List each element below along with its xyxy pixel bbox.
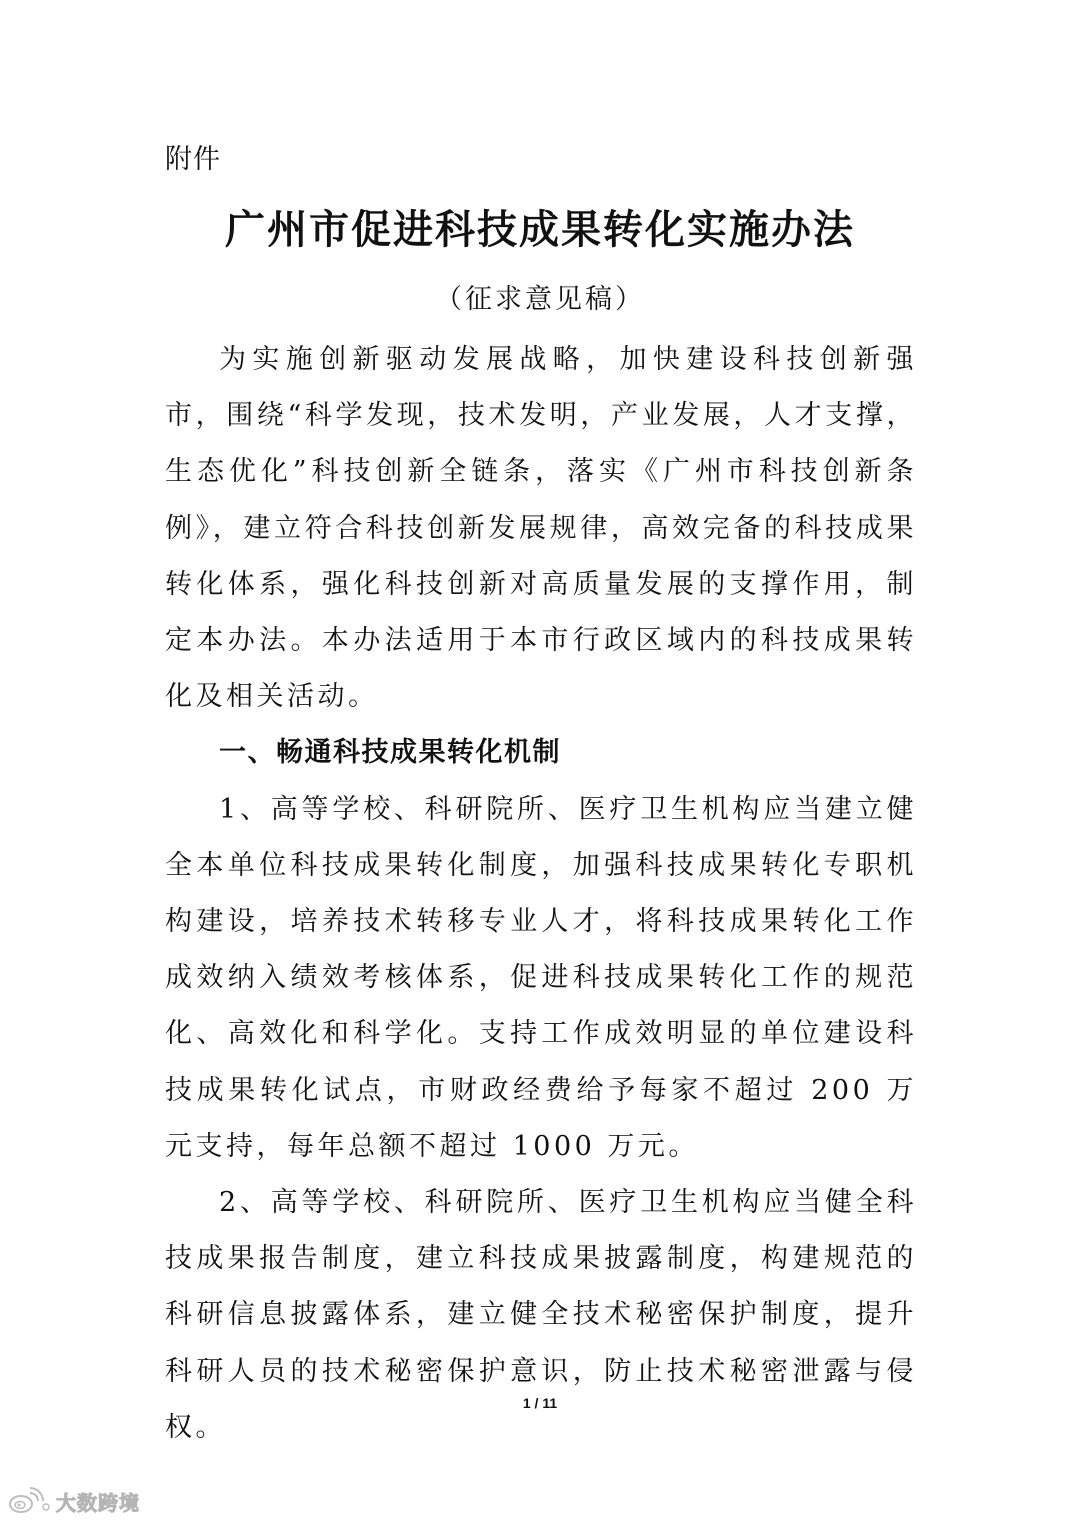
weibo-logo-icon [8, 1487, 52, 1515]
attachment-label: 附件 [165, 144, 221, 175]
section-heading: 一、畅通科技成果转化机制 [219, 737, 561, 769]
watermark [8, 1485, 140, 1517]
watermark-text: 大数跨境 [56, 1490, 140, 1515]
document-subtitle: （征求意见稿） [435, 284, 645, 315]
item-2-paragraph: 2、高等学校、科研院所、医疗卫生机构应当健全科技成果报告制度，建立科技成果披露制度，构建规范的科研信息披露体系，建立健全技术秘密保护制度，提升科研人员的技术秘密保护意识，防止技术秘密泄露与侵权。 [165, 1187, 917, 1443]
page-number: 1 / 11 [522, 1395, 558, 1411]
document-body [165, 332, 917, 1456]
document-title: 广州市促进科技成果转化实施办法 [225, 206, 855, 253]
intro-paragraph: 为实施创新驱动发展战略，加快建设科技创新强市，围绕“科学发现，技术发明，产业发展，人才支撑，生态优化”科技创新全链条，落实《广州市科技创新条例》，建立符合科技创新发展规律，高效完备的科技成果转化体系，强化科技创新对高质量发展的支撑作用，制定本办法。本办法适用于本市行政区域内的科技成果转化及相关活动。 [165, 344, 917, 713]
item-1-paragraph: 1、高等学校、科研院所、医疗卫生机构应当建立健全本单位科技成果转化制度，加强科技成果转化专职机构建设，培养技术转移专业人才，将科技成果转化工作成效纳入绩效考核体系，促进科技成果转化工作的规范化、高效化和科学化。支持工作成效明显的单位建设科技成果转化试点，市财政经费给予每家不超过 200 万元支持，每年总额不超过 1000 万元。 [165, 793, 917, 1162]
